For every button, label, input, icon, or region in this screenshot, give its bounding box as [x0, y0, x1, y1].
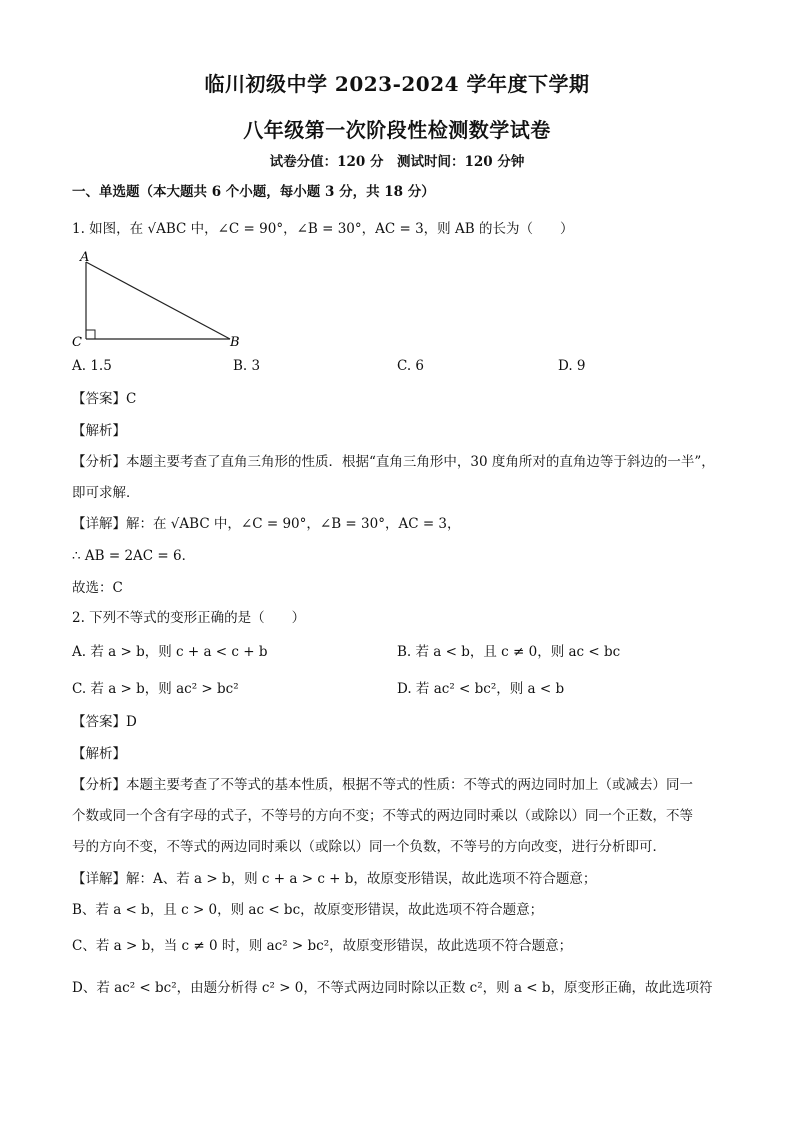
- q2-option-c: C. 若 a > b，则 ac² > bc²: [72, 681, 239, 697]
- side-ab: [86, 262, 230, 339]
- vertex-c-label: C: [72, 335, 82, 350]
- vertex-a-label: A: [80, 250, 90, 265]
- section-heading: 一、单选题（本大题共 6 个小题，每小题 3 分，共 18 分）: [72, 184, 435, 200]
- q1-option-a: A. 1.5: [72, 358, 112, 374]
- q1-detail-cont: ∴ AB = 2AC = 6．: [72, 548, 196, 564]
- q2-analysis-label: 【解析】: [72, 746, 126, 762]
- q1-option-d: D. 9: [558, 358, 586, 374]
- q1-detail: 【详解】解：在 √ABC 中，∠C = 90°，∠B = 30°，AC = 3，: [72, 516, 461, 532]
- q1-answer: 【答案】C: [72, 391, 137, 407]
- q2-detail-c: C、若 a > b，当 c ≠ 0 时，则 ac² > bc²，故原变形错误，故此选项不符合题意；: [72, 938, 573, 954]
- q2-analysis-2: 个数或同一个含有字母的式子，不等号的方向不变；不等式的两边同时乘以（或除以）同一个正数，不等: [72, 808, 693, 824]
- q1-choice: 故选：C: [72, 580, 123, 596]
- right-angle-mark: [86, 330, 95, 339]
- q2-detail-a: 【详解】解：A、若 a > b，则 c + a > c + b，故原变形错误，故此选项不符合题意；: [72, 871, 597, 887]
- q1-option-b: B. 3: [233, 358, 261, 374]
- q2-option-a: A. 若 a > b，则 c + a < c + b: [72, 644, 268, 660]
- q1-stem: 1. 如图，在 √ABC 中，∠C = 90°，∠B = 30°，AC = 3，则 AB 的长为（ ）: [72, 221, 574, 237]
- q1-option-c: C. 6: [397, 358, 425, 374]
- q2-detail-d: D、若 ac² < bc²，由题分析得 c² > 0，不等式两边同时除以正数 c²，则 a < b，原变形正确，故此选项符: [72, 980, 713, 996]
- q1-analysis-cont: 即可求解．: [72, 485, 140, 501]
- triangle-figure: [72, 250, 262, 350]
- page-title: 临川初级中学 2023-2024 学年度下学期: [204, 72, 590, 96]
- q2-detail-b: B、若 a < b，且 c > 0，则 ac < bc，故原变形错误，故此选项不符合题意；: [72, 902, 544, 918]
- q2-option-d: D. 若 ac² < bc²，则 a < b: [397, 681, 565, 697]
- q2-stem: 2. 下列不等式的变形正确的是（ ）: [72, 610, 306, 626]
- q1-analysis-label: 【解析】: [72, 423, 126, 439]
- page-subtitle: 八年级第一次阶段性检测数学试卷: [243, 118, 551, 142]
- q2-analysis-3: 号的方向不变，不等式的两边同时乘以（或除以）同一个负数，不等号的方向改变，进行分析即可．: [72, 839, 666, 855]
- exam-meta: 试卷分值：120 分 测试时间：120 分钟: [269, 154, 525, 170]
- q2-analysis-1: 【分析】本题主要考查了不等式的基本性质，根据不等式的性质：不等式的两边同时加上（或减去）同一: [72, 777, 693, 793]
- vertex-b-label: B: [230, 335, 240, 350]
- q2-option-b: B. 若 a < b，且 c ≠ 0，则 ac < bc: [397, 644, 621, 660]
- q2-answer: 【答案】D: [72, 714, 137, 730]
- q1-analysis: 【分析】本题主要考查了直角三角形的性质．根据“直角三角形中，30 度角所对的直角边等于斜边的一半”，: [72, 454, 715, 470]
